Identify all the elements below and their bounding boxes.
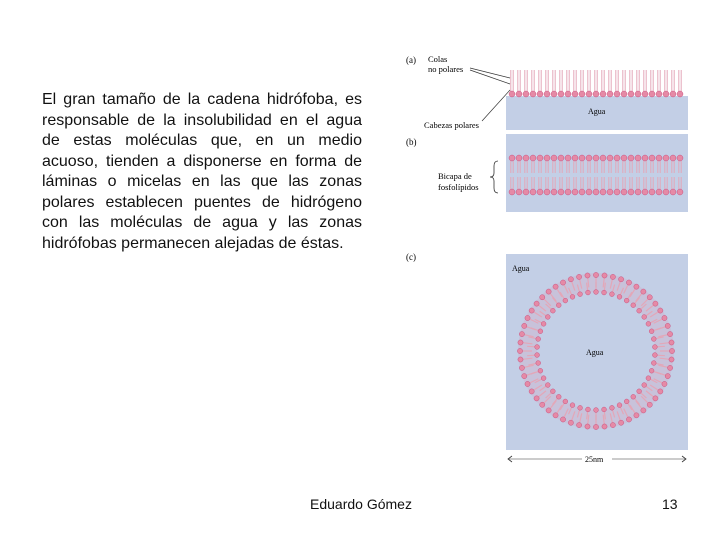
lipid-head — [538, 329, 543, 334]
lipid-head — [619, 420, 624, 425]
panel-c-liposome — [406, 252, 688, 465]
scale-label: 25nm — [585, 455, 604, 464]
lipid-head — [621, 91, 627, 97]
lipid-head — [586, 290, 591, 295]
lipid-head — [551, 155, 557, 161]
lipid-head — [647, 402, 652, 407]
lipid-head — [662, 381, 667, 386]
lipid-head — [537, 189, 543, 195]
lipid-head — [565, 189, 571, 195]
lipid-head — [553, 413, 558, 418]
lipid-head — [558, 155, 564, 161]
lipid-head — [525, 315, 530, 320]
agua-inner-label: Agua — [586, 348, 604, 357]
lipid-head — [646, 376, 651, 381]
lipid-head — [540, 402, 545, 407]
lipid-head — [586, 407, 591, 412]
lipid-head — [677, 91, 683, 97]
lipid-head — [626, 280, 631, 285]
pointer-line — [470, 70, 510, 84]
lipid-head — [586, 155, 592, 161]
lipid-tail — [657, 346, 665, 347]
lipid-tail — [527, 346, 535, 347]
lipid-head — [550, 389, 555, 394]
lipid-head — [565, 155, 571, 161]
panel-b-bilayer — [406, 134, 688, 212]
bilayer-bracket — [490, 161, 498, 193]
agua-label-a: Agua — [588, 107, 606, 116]
lipid-head — [628, 91, 634, 97]
lipid-head — [635, 91, 641, 97]
lipid-head — [600, 155, 606, 161]
lipid-head — [669, 340, 674, 345]
lipid-head — [593, 272, 598, 277]
colas-label-2: no polares — [428, 64, 464, 74]
lipid-head — [565, 91, 571, 97]
lipid-head — [509, 189, 515, 195]
colas-label-1: Colas — [428, 54, 448, 64]
lipid-head — [529, 389, 534, 394]
lipid-head — [594, 408, 599, 413]
lipid-head — [646, 321, 651, 326]
lipid-head — [570, 403, 575, 408]
lipid-head — [518, 357, 523, 362]
lipid-head — [642, 383, 647, 388]
lipid-head — [570, 294, 575, 299]
footer-author: Eduardo Gómez — [310, 496, 412, 512]
lipid-head — [579, 155, 585, 161]
panel-c-label: (c) — [406, 252, 416, 262]
lipid-head — [563, 399, 568, 404]
lipid-head — [534, 396, 539, 401]
lipid-head — [614, 91, 620, 97]
lipid-head — [585, 424, 590, 429]
lipid-head — [545, 383, 550, 388]
lipid-head — [619, 277, 624, 282]
lipid-head — [677, 155, 683, 161]
lipid-head — [663, 91, 669, 97]
lipid-head — [631, 394, 636, 399]
lipid-head — [523, 91, 529, 97]
lipid-head — [624, 298, 629, 303]
lipid-head — [568, 420, 573, 425]
lipid-head — [538, 368, 543, 373]
lipid-head — [669, 357, 674, 362]
lipid-head — [642, 189, 648, 195]
lipid-head — [649, 329, 654, 334]
bicapa-label-2: fosfolípidos — [438, 182, 479, 192]
lipid-head — [602, 407, 607, 412]
lipid-head — [568, 277, 573, 282]
lipid-head — [656, 155, 662, 161]
lipid-head — [546, 408, 551, 413]
lipid-head — [663, 155, 669, 161]
lipid-head — [585, 273, 590, 278]
lipid-head — [529, 308, 534, 313]
lipid-head — [509, 155, 515, 161]
lipid-head — [670, 155, 676, 161]
lipid-head — [617, 403, 622, 408]
lipid-head — [572, 91, 578, 97]
lipid-head — [656, 189, 662, 195]
phospholipid-figure — [398, 48, 698, 473]
bicapa-label-1: Bicapa de — [438, 171, 472, 181]
lipid-head — [641, 289, 646, 294]
lipid-head — [530, 91, 536, 97]
monolayer-tails — [511, 70, 681, 92]
lipid-head — [593, 91, 599, 97]
lipid-head — [537, 155, 543, 161]
pointer-line — [482, 90, 510, 121]
lipid-head — [558, 189, 564, 195]
lipid-head — [516, 189, 522, 195]
lipid-head — [593, 424, 598, 429]
lipid-head — [634, 284, 639, 289]
lipid-head — [647, 295, 652, 300]
lipid-head — [558, 91, 564, 97]
lipid-head — [530, 189, 536, 195]
lipid-head — [652, 345, 657, 350]
lipid-head — [602, 424, 607, 429]
lipid-head — [550, 308, 555, 313]
lipid-head — [637, 308, 642, 313]
lipid-head — [653, 301, 658, 306]
lipid-head — [544, 189, 550, 195]
panel-a-label: (a) — [406, 55, 416, 65]
lipid-head — [667, 331, 672, 336]
lipid-head — [576, 274, 581, 279]
body-paragraph: El gran tamaño de la cadena hidrófoba, es responsable de la insolubilidad en el agua de estas moléculas que, en un medio acuoso, tienden a disponerse en forma de láminas o micelas en las que las zonas polares establecen puentes de hidrógeno con las moléculas de agua y las zonas hidrófobas permanecen alejadas de éstas. — [42, 91, 362, 252]
agua-outer-label: Agua — [512, 264, 530, 273]
lipid-head — [551, 91, 557, 97]
lipid-head — [610, 405, 615, 410]
lipid-head — [607, 91, 613, 97]
lipid-head — [635, 189, 641, 195]
lipid-head — [546, 289, 551, 294]
lipid-head — [560, 417, 565, 422]
lipid-head — [572, 155, 578, 161]
lipid-head — [541, 376, 546, 381]
lipid-head — [509, 91, 515, 97]
lipid-head — [663, 189, 669, 195]
page-number: 13 — [662, 496, 678, 512]
lipid-head — [658, 308, 663, 313]
lipid-head — [516, 91, 522, 97]
lipid-head — [649, 189, 655, 195]
lipid-head — [658, 389, 663, 394]
lipid-head — [600, 189, 606, 195]
lipid-head — [635, 155, 641, 161]
lipid-head — [607, 155, 613, 161]
lipid-head — [634, 413, 639, 418]
lipid-head — [517, 348, 522, 353]
lipid-head — [670, 91, 676, 97]
lipid-head — [560, 280, 565, 285]
lipid-head — [537, 91, 543, 97]
lipid-tail — [527, 355, 535, 356]
cabezas-label: Cabezas polares — [424, 120, 479, 130]
pointer-line — [470, 68, 510, 78]
lipid-head — [578, 405, 583, 410]
lipid-head — [593, 155, 599, 161]
lipid-head — [576, 422, 581, 427]
lipid-head — [572, 189, 578, 195]
lipid-head — [667, 365, 672, 370]
lipid-head — [545, 315, 550, 320]
lipid-head — [525, 381, 530, 386]
lipid-head — [522, 374, 527, 379]
lipid-head — [617, 294, 622, 299]
lipid-head — [586, 189, 592, 195]
lipid-tail — [657, 355, 665, 356]
lipid-head — [610, 292, 615, 297]
lipid-head — [518, 340, 523, 345]
lipid-head — [535, 353, 540, 358]
monolayer-heads — [509, 91, 683, 97]
lipid-head — [642, 155, 648, 161]
lipid-head — [516, 155, 522, 161]
lipid-head — [523, 155, 529, 161]
lipid-head — [665, 374, 670, 379]
lipid-head — [621, 189, 627, 195]
lipid-head — [610, 274, 615, 279]
lipid-head — [665, 323, 670, 328]
lipid-head — [540, 295, 545, 300]
lipid-head — [519, 365, 524, 370]
lipid-head — [621, 155, 627, 161]
lipid-head — [602, 273, 607, 278]
lipid-head — [578, 292, 583, 297]
lipid-head — [607, 189, 613, 195]
lipid-head — [594, 290, 599, 295]
lipid-head — [602, 290, 607, 295]
lipid-head — [631, 303, 636, 308]
lipid-head — [600, 91, 606, 97]
lipid-head — [556, 303, 561, 308]
lipid-head — [586, 91, 592, 97]
lipid-head — [530, 155, 536, 161]
lipid-head — [579, 91, 585, 97]
lipid-head — [641, 408, 646, 413]
lipid-head — [662, 315, 667, 320]
lipid-head — [628, 155, 634, 161]
lipid-head — [536, 361, 541, 366]
lipid-head — [624, 399, 629, 404]
lipid-head — [519, 331, 524, 336]
lipid-head — [651, 337, 656, 342]
lipid-head — [649, 91, 655, 97]
lipid-head — [628, 189, 634, 195]
lipid-head — [610, 422, 615, 427]
lipid-head — [579, 189, 585, 195]
lipid-head — [652, 353, 657, 358]
panel-b-label: (b) — [406, 137, 417, 147]
lipid-head — [614, 189, 620, 195]
lipid-head — [649, 368, 654, 373]
lipid-head — [541, 321, 546, 326]
panel-a-monolayer — [406, 54, 688, 130]
lipid-head — [536, 337, 541, 342]
lipid-head — [544, 155, 550, 161]
lipid-head — [642, 91, 648, 97]
lipid-head — [553, 284, 558, 289]
lipid-head — [556, 394, 561, 399]
lipid-head — [677, 189, 683, 195]
lipid-head — [642, 315, 647, 320]
lipid-head — [534, 301, 539, 306]
lipid-head — [551, 189, 557, 195]
lipid-head — [637, 389, 642, 394]
lipid-head — [522, 323, 527, 328]
lipid-head — [649, 155, 655, 161]
lipid-head — [614, 155, 620, 161]
lipid-head — [651, 361, 656, 366]
lipid-head — [626, 417, 631, 422]
lipid-head — [535, 345, 540, 350]
lipid-head — [593, 189, 599, 195]
lipid-head — [563, 298, 568, 303]
lipid-head — [653, 396, 658, 401]
lipid-head — [523, 189, 529, 195]
lipid-head — [656, 91, 662, 97]
lipid-head — [669, 348, 674, 353]
lipid-head — [670, 189, 676, 195]
lipid-head — [544, 91, 550, 97]
